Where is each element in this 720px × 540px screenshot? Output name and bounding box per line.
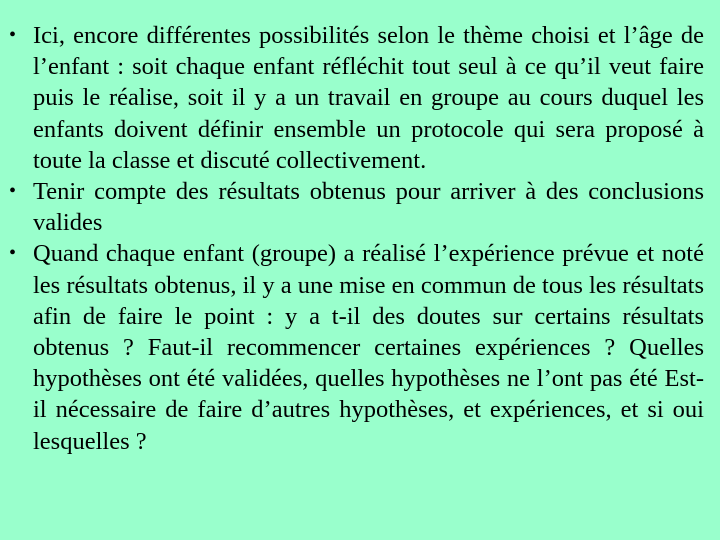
bullet-text: Ici, encore différentes possibilités selon le thème choisi et l’âge de l’enfant : soit chaque enfant réfléchit tout seul à ce qu’il veut faire puis le réalise, soit il y a un travail en groupe au cours duquel les enfants doivent définir ensemble un protocole qui sera proposé à toute la classe et discuté collectivement. [33,22,704,174]
bullet-item-possibilities [0,20,720,176]
bullet-text: Quand chaque enfant (groupe) a réalisé l’expérience prévue et noté les résultats obtenus, il y a une mise en commun de tous les résultats afin de faire le point : y a t-il des doutes sur certains résultats obtenus ? Faut-il recommencer certaines expériences ? Quelles hypothèses ont été validées, quelles hypothèses ne l’ont pas été Est-il nécessaire de faire d’autres hypothèses, et expériences, et si oui lesquelles ? [33,240,704,455]
bullet-item-results [0,176,720,238]
bullet-list [0,20,720,457]
bullet-text: Tenir compte des résultats obtenus pour arriver à des conclusions valides [33,178,704,237]
bullet-icon: • [9,180,17,203]
bullet-item-pooling [0,238,720,456]
bullet-icon: • [9,242,17,265]
bullet-icon: • [9,24,17,46]
